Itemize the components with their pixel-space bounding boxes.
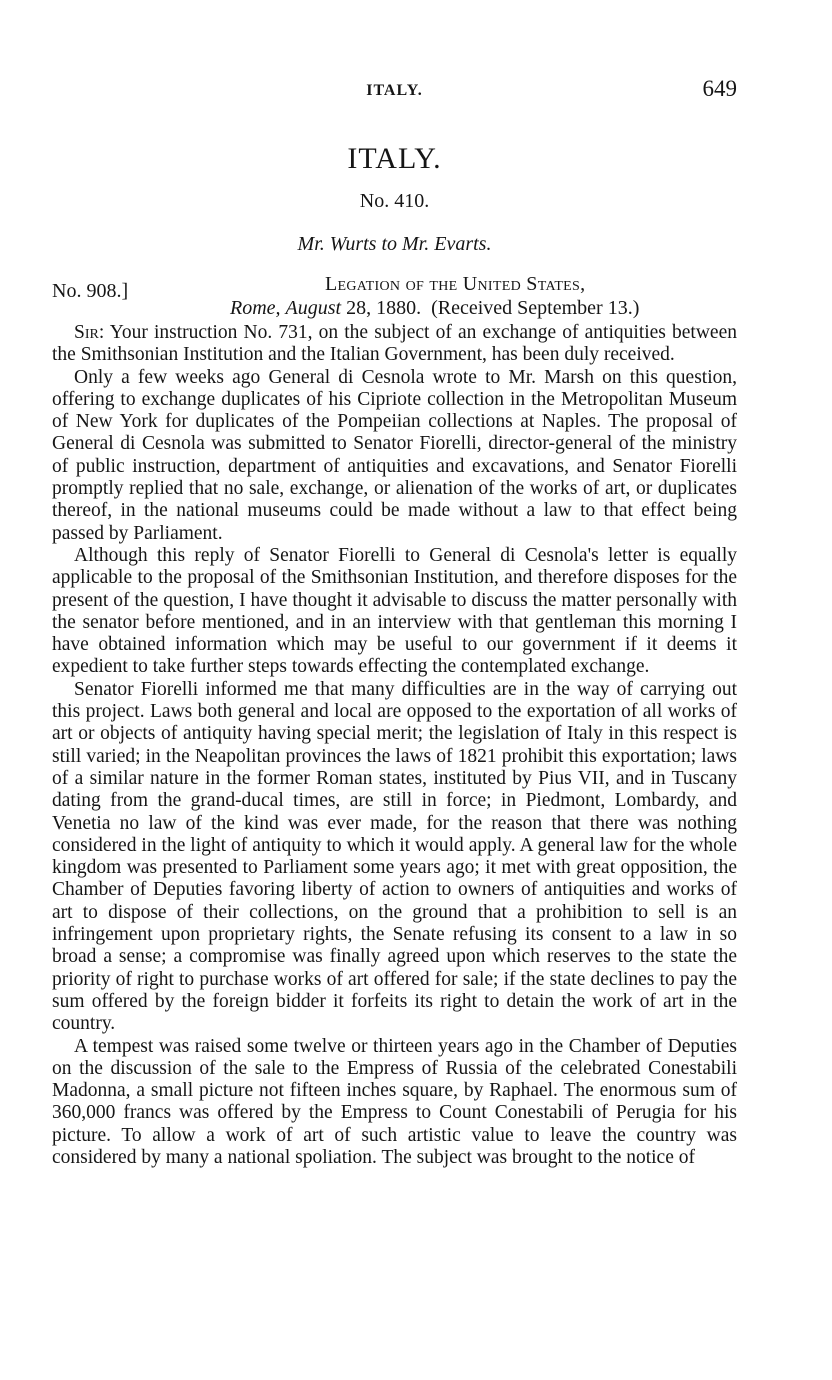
legation-line: Legation of the United States, — [325, 273, 586, 295]
body-paragraph-5: A tempest was raised some twelve or thirteen years ago in the Chamber of Deputies on the discussion of the sale to the Empress of Russia of the celebrated Conestabili Madonna, a small picture not fifteen inches square, by Raphael. The enormous sum of 360,000 francs was offered by the Empress to Count Conestabili of Perugia for his picture. To allow a work of art of such artistic value to leave the country was considered by many a national spoliation. The subject was brought to the notice of — [52, 1035, 737, 1168]
section-title: ITALY. — [347, 142, 442, 175]
date-month: August — [285, 297, 342, 319]
body-paragraph-1 — [52, 322, 737, 367]
received-note: (Received September 13.) — [431, 297, 640, 319]
running-head — [52, 76, 737, 108]
salutation: Sir: — [74, 322, 105, 343]
body-paragraph-2: Only a few weeks ago General di Cesnola wrote to Mr. Marsh on this question, offering to exchange duplicates of his Cipriote collection in the Metropolitan Museum of New York for duplicates of the Pompeiian collections at Naples. The proposal of General di Cesnola was submitted to Senator Fiorelli, director-general of the ministry of public instruction, department of antiquities and excavations, and Senator Fiorelli promptly replied that no sale, exchange, or alienation of the works of art, or duplicates thereof, in the national museums could be made without a law to that effect being passed by Parliament. — [52, 366, 737, 544]
document-number: No. 410. — [359, 190, 430, 212]
running-title: ITALY. — [366, 82, 423, 99]
date-line — [230, 297, 639, 320]
letter-body — [52, 322, 737, 1169]
date-day-year: 28, 1880. — [346, 297, 422, 319]
page-number: 649 — [702, 76, 737, 101]
document-heading: Mr. Wurts to Mr. Evarts. — [297, 233, 492, 255]
body-paragraph-3: Although this reply of Senator Fiorelli to General di Cesnola's letter is equally applicable to the proposal of the Smithsonian Institution, and therefore disposes for the present of the question, I have thought it advisable to discuss the matter personally with the senator before mentioned, and in an interview with that gentleman this morning I have obtained information which may be useful to our government if it deems it expedient to take further steps towards effecting the contemplated exchange. — [52, 544, 737, 678]
date-place: Rome, — [230, 297, 281, 319]
paragraph-text: Your instruction No. 731, on the subject of an exchange of antiquities between the Smithsonian Institution and the Italian Government, has been duly received. — [52, 322, 737, 366]
dispatch-number: No. 908.] — [52, 280, 129, 302]
body-paragraph-4: Senator Fiorelli informed me that many difficulties are in the way of carrying out this project. Laws both general and local are opposed to the exportation of all works of art or objects of antiquity having special merit; the legislation of Italy in this respect is still varied; in the Neapolitan provinces the laws of 1821 prohibit this exportation; laws of a similar nature in the former Roman states, instituted by Pius VII, and in Tuscany dating from the grand-ducal times, are still in force; in Piedmont, Lombardy, and Venetia no law of the kind was ever made, for the reason that there was nothing considered in the light of antiquity to which it would apply. A general law for the whole kingdom was presented to Parliament some years ago; it met with great opposition, the Chamber of Deputies favoring liberty of action to owners of antiquities and works of art to dispose of their collections, on the ground that a prohibition to sell is an infringement upon proprietary rights, the Senate refusing its consent to a law in so broad a sense; a compromise was finally agreed upon which reserves to the state the priority of right to purchase works of art offered for sale; if the state declines to pay the sum offered by the foreign bidder it forfeits its right to detain the work of art in the country. — [52, 678, 737, 1035]
